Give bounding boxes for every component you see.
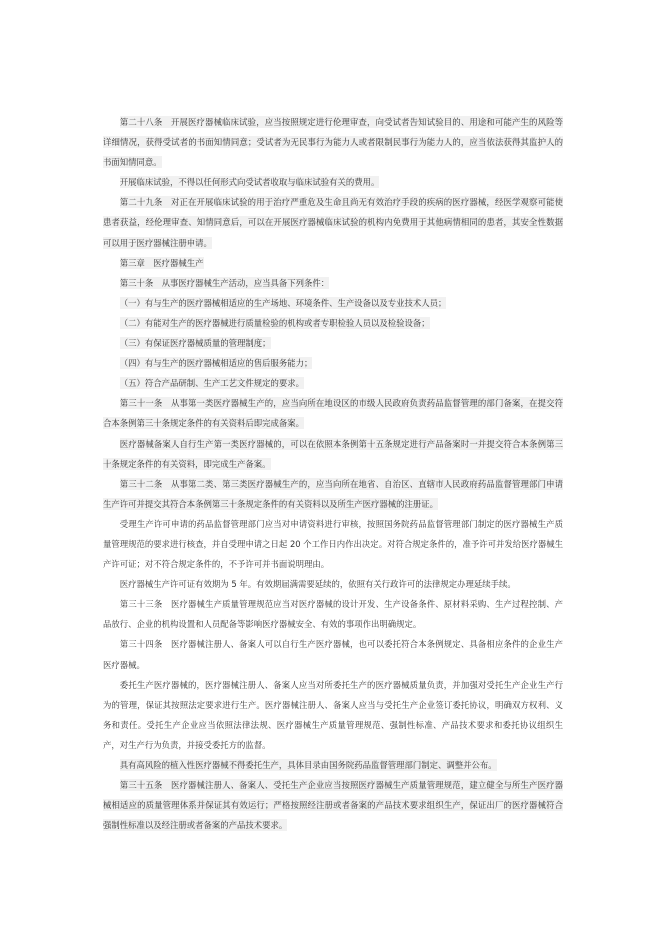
paragraph-article-32: 第三十二条 从事第二类、第三类医疗器械生产的，应当向所在地省、自治区、直辖市人民政府药品监督管理部门申请生产许可并提交其符合本条例第三十条规定条件的有关资料以及所生产医疗器械的注册证。 xyxy=(103,478,563,509)
paragraph-article-34: 第三十四条 医疗器械注册人、备案人可以自行生产医疗器械，也可以委托符合本条例规定、具备相应条件的企业生产医疗器械。 xyxy=(103,639,563,670)
paragraph-article-32-review: 受理生产许可申请的药品监督管理部门应当对申请资料进行审核，按照国务院药品监督管理部门制定的医疗器械生产质量管理规范的要求进行核查，并自受理申请之日起 20 个工作日内作出决定。对符合规定条件的，准予许可并发给医疗器械生产许可证；对不符合规定条件的，不予许可并书面说明理由。 xyxy=(103,518,563,570)
paragraph-article-32-validity: 医疗器械生产许可证有效期为 5 年。有效期届满需要延续的，依照有关行政许可的法律规定办理延续手续。 xyxy=(119,579,516,590)
paragraph-article-31: 第三十一条 从事第一类医疗器械生产的，应当向所在地设区的市级人民政府负责药品监督管理的部门备案，在提交符合本条例第三十条规定条件的有关资料后即完成备案。 xyxy=(103,398,563,429)
list-item-condition-5: （五）符合产品研制、生产工艺文件规定的要求。 xyxy=(119,378,305,389)
paragraph-article-29: 第二十九条 对正在开展临床试验的用于治疗严重危及生命且尚无有效治疗手段的疾病的医疗器械，经医学观察可能使患者获益，经伦理审查、知情同意后，可以在开展医疗器械临床试验的机构内免费用于其他病情相同的患者，其安全性数据可以用于医疗器械注册申请。 xyxy=(103,197,563,248)
list-item-condition-2: （二）有能对生产的医疗器械进行质量检验的机构或者专职检验人员以及检验设备； xyxy=(119,317,430,328)
paragraph-article-30: 第三十条 从事医疗器械生产活动，应当具备下列条件： xyxy=(119,277,330,288)
paragraph-article-34-entrusted: 委托生产医疗器械的，医疗器械注册人、备案人应当对所委托生产的医疗器械质量负责，并加强对受托生产企业生产行为的管理，保证其按照法定要求进行生产。医疗器械注册人、备案人应当与受托生产企业签订委托协议，明确双方权利、义务和责任。受托生产企业应当依照法律法规、医疗器械生产质量管理规范、强制性标准、产品技术要求和委托协议组织生产，对生产行为负责，并接受委托方的监督。 xyxy=(103,679,563,750)
list-item-condition-4: （四）有与生产的医疗器械相适应的售后服务能力； xyxy=(119,358,313,369)
paragraph-article-35: 第三十五条 医疗器械注册人、备案人、受托生产企业应当按照医疗器械生产质量管理规范，建立健全与所生产医疗器械相适应的质量管理体系并保证其有效运行；严格按照经注册或者备案的产品技术要求组织生产，保证出厂的医疗器械符合强制性标准以及经注册或者备案的产品技术要求。 xyxy=(103,780,563,831)
paragraph-article-31-filing: 医疗器械备案人自行生产第一类医疗器械的，可以在依照本条例第十五条规定进行产品备案时一并提交符合本条例第三十条规定条件的有关资料，即完成生产备案。 xyxy=(103,438,563,469)
list-item-condition-3: （三）有保证医疗器械质量的管理制度； xyxy=(119,338,271,349)
paragraph-article-33: 第三十三条 医疗器械生产质量管理规范应当对医疗器械的设计开发、生产设备条件、原材料采购、生产过程控制、产品放行、企业的机构设置和人员配备等影响医疗器械安全、有效的事项作出明确规定。 xyxy=(103,599,563,630)
paragraph-article-34-high-risk: 具有高风险的植入性医疗器械不得委托生产，具体目录由国务院药品监督管理部门制定、调整并公布。 xyxy=(119,760,497,770)
paragraph-article-28-fees: 开展临床试验，不得以任何形式向受试者收取与临床试验有关的费用。 xyxy=(119,177,380,188)
chapter-3-heading: 第三章 医疗器械生产 xyxy=(119,257,204,268)
list-item-condition-1: （一）有与生产的医疗器械相适应的生产场地、环境条件、生产设备以及专业技术人员； xyxy=(119,297,447,308)
paragraph-article-28: 第二十八条 开展医疗器械临床试验，应当按照规定进行伦理审查，向受试者告知试验目的、用途和可能产生的风险等详细情况，获得受试者的书面知情同意；受试者为无民事行为能力人或者限制民事行为能力人的，应当依法获得其监护人的书面知情同意。 xyxy=(103,117,563,168)
document-body xyxy=(103,112,563,835)
